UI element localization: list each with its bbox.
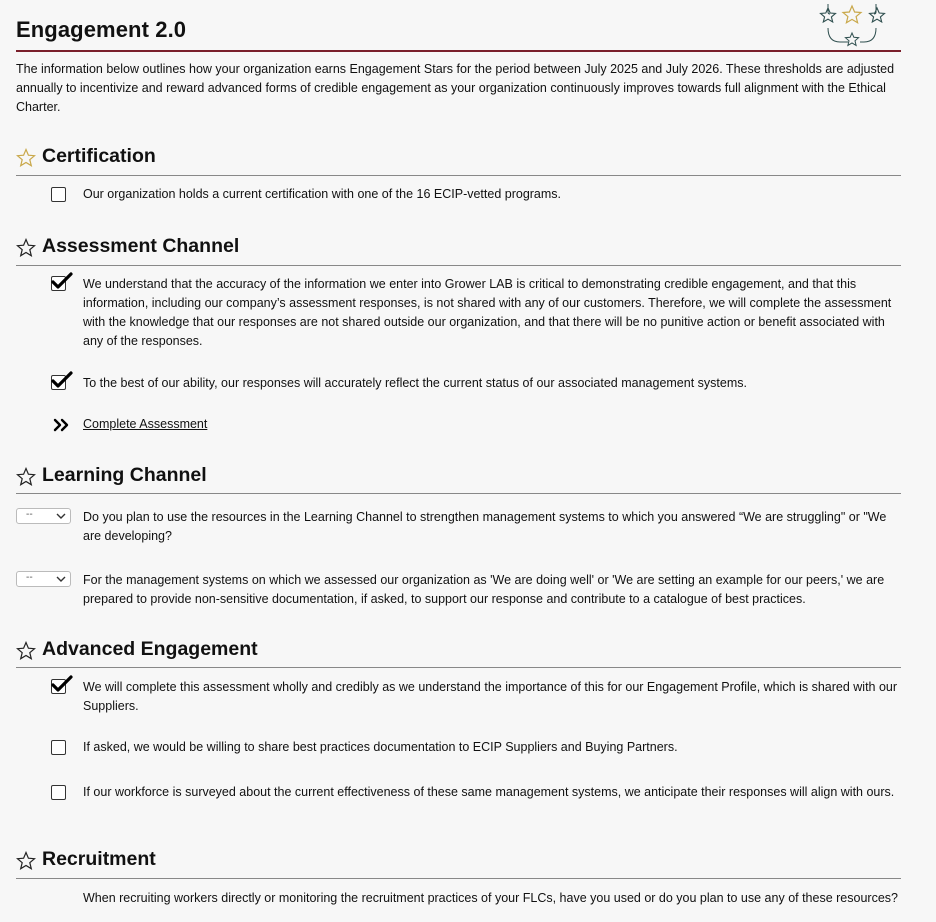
accuracy-statement: We understand that the accuracy of the information we enter into Grower LAB is critical to demonstrating credible engagement, and that this information, including our company’s assessment responses, is not shared with any of our customers. Therefore, we will complete the assessment with the knowledge that our responses are not shared outside our organization, and that there will be no punitive action or benefit associated with any of the responses.	[83, 277, 892, 348]
section-title: Advanced Engagement	[42, 638, 258, 660]
checkmark-icon	[51, 675, 73, 695]
gold-star-icon	[16, 148, 36, 168]
title-divider	[16, 50, 901, 52]
section-title: Assessment Channel	[42, 235, 240, 257]
complete-assessment-link[interactable]: Complete Assessment	[83, 417, 208, 431]
learning-plan-select[interactable]: --	[16, 508, 71, 524]
star-outline-icon	[16, 641, 36, 661]
section-assessment-header	[16, 235, 901, 263]
section-title: Certification	[42, 145, 156, 167]
section-recruitment-header	[16, 848, 901, 876]
section-learning-header	[16, 464, 901, 492]
accuracy-checkbox-checked[interactable]	[51, 272, 73, 292]
responses-statement: To the best of our ability, our responses will accurately reflect the current status of our associated management systems.	[83, 376, 747, 390]
certification-checkbox[interactable]	[51, 187, 66, 202]
checkmark-icon	[51, 371, 73, 391]
section-title: Recruitment	[42, 848, 156, 870]
section-certification-header	[16, 145, 901, 173]
section-title: Learning Channel	[42, 464, 207, 486]
chevron-down-icon	[56, 512, 66, 520]
page-title: Engagement 2.0	[16, 17, 187, 42]
credible-assessment-statement: We will complete this assessment wholly and credibly as we understand the importance of this for our Engagement Profile, which is shared with our Suppliers.	[83, 680, 898, 713]
documentation-select[interactable]: --	[16, 571, 71, 587]
credible-assessment-checkbox-checked[interactable]	[51, 675, 73, 695]
workforce-alignment-checkbox[interactable]	[51, 785, 66, 800]
star-outline-icon	[16, 851, 36, 871]
intro-paragraph: The information below outlines how your organization earns Engagement Stars for the period between July 2025 and July 2026. These thresholds are adjusted annually to incentivize and reward advanced forms of credible engagement as your organization continuously improves towards full alignment with the Ethical Charter.	[16, 62, 895, 114]
workforce-alignment-statement: If our workforce is surveyed about the current effectiveness of these same management systems, we anticipate their responses will align with ours.	[83, 785, 895, 799]
documentation-question: For the management systems on which we assessed our organization as 'We are doing well' or 'We are setting an example for our peers,' we are prepared to provide non-sensitive documentation, if asked, to support our response and contribute to a catalogue of best practices.	[83, 573, 885, 606]
section-divider	[16, 667, 901, 668]
section-advanced-header	[16, 638, 901, 666]
section-divider	[16, 265, 901, 266]
double-chevron-right-icon	[53, 418, 71, 432]
section-divider	[16, 878, 901, 879]
checkmark-icon	[51, 272, 73, 292]
star-outline-icon	[16, 238, 36, 258]
section-divider	[16, 175, 901, 176]
recruitment-question: When recruiting workers directly or monitoring the recruitment practices of your FLCs, have you used or do you plan to use any of these resources?	[83, 891, 898, 905]
star-outline-icon	[16, 467, 36, 487]
engagement-stars-logo-icon	[818, 0, 892, 52]
learning-plan-question: Do you plan to use the resources in the Learning Channel to strengthen management systems to which you answered “We are struggling" or "We are developing?	[83, 510, 887, 543]
certification-statement: Our organization holds a current certification with one of the 16 ECIP-vetted programs.	[83, 187, 562, 201]
chevron-down-icon	[56, 575, 66, 583]
responses-checkbox-checked[interactable]	[51, 371, 73, 391]
section-divider	[16, 493, 901, 494]
share-best-practices-checkbox[interactable]	[51, 740, 66, 755]
share-best-practices-statement: If asked, we would be willing to share best practices documentation to ECIP Suppliers and Buying Partners.	[83, 740, 678, 754]
